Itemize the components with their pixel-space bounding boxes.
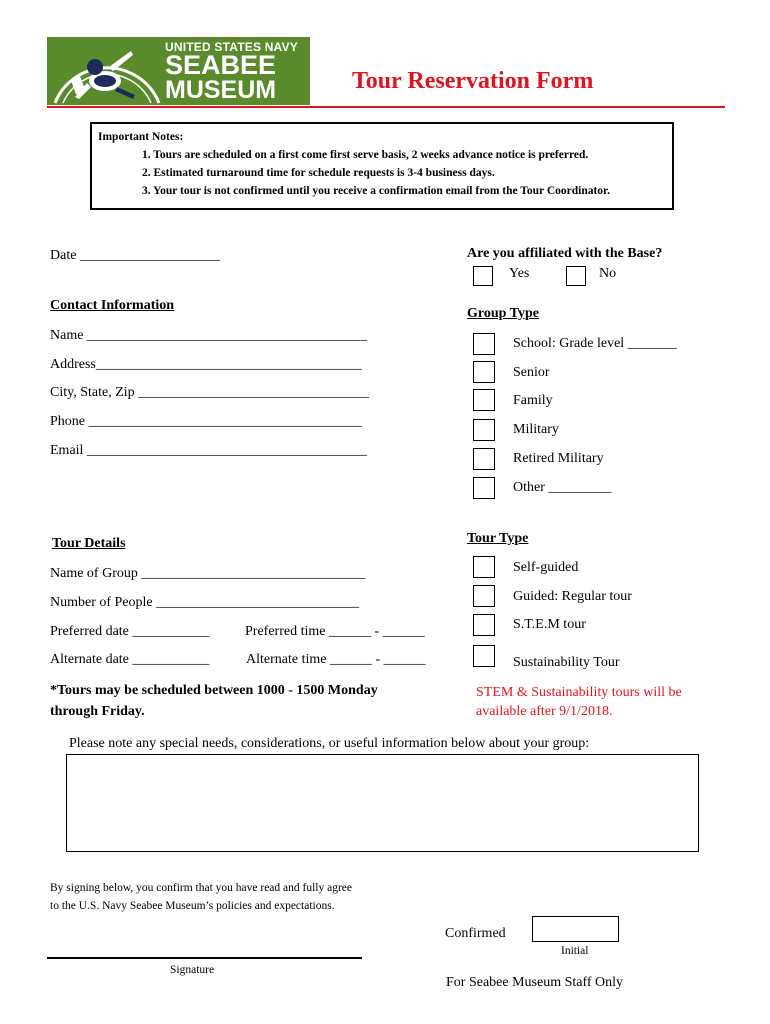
- signature-label: Signature: [170, 964, 215, 976]
- date-field[interactable]: Date ____________________: [50, 248, 220, 263]
- logo-line-navy: UNITED STATES NAVY: [165, 40, 298, 54]
- seabee-emblem-icon: [47, 37, 165, 105]
- affiliation-yes-checkbox[interactable]: [473, 266, 493, 286]
- staff-only-label: For Seabee Museum Staff Only: [446, 975, 624, 990]
- tour-guided-regular-label: Guided: Regular tour: [513, 589, 632, 604]
- logo-line-seabee: SEABEE: [165, 50, 277, 80]
- name-field[interactable]: Name ________________________________________: [50, 328, 367, 343]
- tour-sustainability-checkbox[interactable]: [473, 645, 495, 667]
- affiliation-no-checkbox[interactable]: [566, 266, 586, 286]
- group-other-checkbox[interactable]: [473, 477, 495, 499]
- tour-details-heading: Tour Details: [52, 536, 126, 551]
- group-type-heading: Group Type: [467, 306, 539, 321]
- group-senior-checkbox[interactable]: [473, 361, 495, 383]
- note-item: 2. Estimated turnaround time for schedule requests is 3-4 business days.: [142, 167, 495, 179]
- agreement-line1: By signing below, you confirm that you have read and fully agree: [50, 882, 353, 894]
- group-senior-label: Senior: [513, 365, 550, 380]
- tour-stem-label: S.T.E.M tour: [513, 617, 586, 632]
- group-retired-military-label: Retired Military: [513, 451, 604, 466]
- tour-self-guided-checkbox[interactable]: [473, 556, 495, 578]
- preferred-date-field[interactable]: Preferred date ___________: [50, 624, 210, 639]
- note-item: 1. Tours are scheduled on a first come first serve basis, 2 weeks advance notice is preferred.: [142, 149, 589, 161]
- affiliation-no-label: No: [599, 266, 617, 281]
- museum-logo: [47, 37, 310, 105]
- form-title: Tour Reservation Form: [352, 68, 594, 94]
- logo-line-museum: MUSEUM: [165, 76, 277, 104]
- affiliation-question: Are you affiliated with the Base?: [467, 246, 663, 261]
- alternate-time-field[interactable]: Alternate time ______ - ______: [246, 652, 426, 667]
- group-military-label: Military: [513, 422, 559, 437]
- phone-field[interactable]: Phone _______________________________________: [50, 414, 362, 429]
- initial-box[interactable]: [532, 916, 619, 942]
- agreement-line2: to the U.S. Navy Seabee Museum’s policies and expectations.: [50, 900, 335, 912]
- schedule-note-line2: through Friday.: [50, 704, 145, 719]
- tour-type-heading: Tour Type: [467, 531, 529, 546]
- tour-sustainability-label: Sustainability Tour: [513, 655, 620, 670]
- confirmed-label: Confirmed: [445, 926, 506, 941]
- affiliation-yes-label: Yes: [509, 266, 530, 281]
- group-military-checkbox[interactable]: [473, 419, 495, 441]
- initial-label: Initial: [561, 945, 589, 957]
- preferred-time-field[interactable]: Preferred time ______ - ______: [245, 624, 425, 639]
- city-state-zip-field[interactable]: City, State, Zip _________________________________: [50, 385, 370, 400]
- title-divider: [47, 106, 725, 108]
- group-family-checkbox[interactable]: [473, 389, 495, 411]
- contact-heading: Contact Information: [50, 298, 175, 313]
- address-field[interactable]: Address______________________________________: [50, 357, 362, 372]
- group-school-label: School: Grade level _______: [513, 336, 677, 351]
- important-notes-box: [90, 122, 674, 210]
- group-retired-military-checkbox[interactable]: [473, 448, 495, 470]
- notes-heading: Important Notes:: [98, 131, 184, 143]
- schedule-note-line1: *Tours may be scheduled between 1000 - 1500 Monday: [50, 683, 378, 698]
- signature-line[interactable]: [47, 957, 362, 959]
- stem-availability-line2: available after 9/1/2018.: [476, 704, 613, 719]
- email-field[interactable]: Email ________________________________________: [50, 443, 367, 458]
- alternate-date-field[interactable]: Alternate date ___________: [50, 652, 210, 667]
- group-other-label: Other _________: [513, 480, 612, 495]
- note-item: 3. Your tour is not confirmed until you receive a confirmation email from the Tour Coordinator.: [142, 185, 610, 197]
- special-needs-prompt: Please note any special needs, considerations, or useful information below about your group:: [69, 736, 590, 751]
- number-of-people-field[interactable]: Number of People _____________________________: [50, 595, 360, 610]
- special-needs-textarea[interactable]: [66, 754, 699, 852]
- tour-self-guided-label: Self-guided: [513, 560, 579, 575]
- group-school-checkbox[interactable]: [473, 333, 495, 355]
- group-name-field[interactable]: Name of Group ________________________________: [50, 566, 366, 581]
- tour-stem-checkbox[interactable]: [473, 614, 495, 636]
- tour-guided-regular-checkbox[interactable]: [473, 585, 495, 607]
- group-family-label: Family: [513, 393, 553, 408]
- stem-availability-line1: STEM & Sustainability tours will be: [476, 685, 682, 700]
